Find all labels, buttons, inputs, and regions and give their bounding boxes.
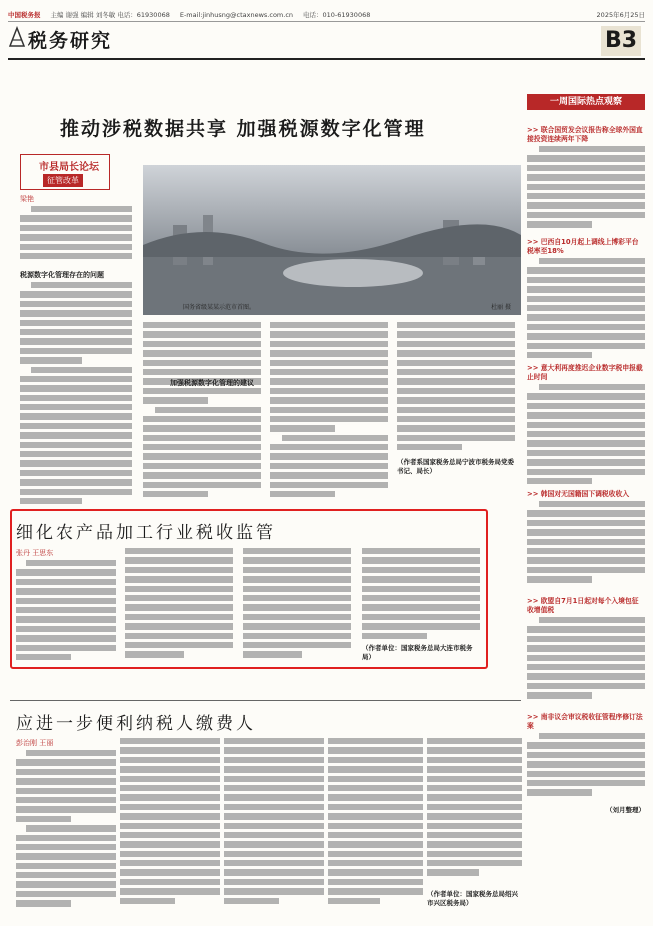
sidebar-credit: （刘月整理） bbox=[606, 806, 645, 814]
column-badge bbox=[20, 154, 110, 190]
article-author: 梁艳 bbox=[20, 195, 34, 203]
body-text bbox=[397, 322, 515, 454]
sidebar-item-title: >> 欧盟自7月1日起对每个入境包征收增值税 bbox=[527, 597, 639, 614]
box-col-3 bbox=[243, 548, 351, 664]
column-badge-sub: 征管改革 bbox=[43, 174, 83, 187]
photo-caption: 国务省级某某示范市首图。 bbox=[183, 304, 256, 311]
box-headline: 细化农产品加工行业税收监管 bbox=[16, 523, 276, 543]
box-col-4 bbox=[362, 548, 480, 662]
bottom-col-1 bbox=[16, 750, 116, 910]
body-text bbox=[16, 750, 116, 910]
body-text bbox=[427, 738, 522, 888]
photo-credit: 杜丽 摄 bbox=[491, 304, 511, 311]
box-col-1 bbox=[16, 560, 116, 664]
sidebar-item bbox=[527, 713, 645, 814]
body-text bbox=[527, 733, 645, 803]
bottom-headline: 应进一步便利纳税人缴费人 bbox=[16, 714, 256, 734]
bottom-col-4 bbox=[328, 738, 423, 910]
sidebar-item bbox=[527, 238, 645, 358]
box-source: （作者单位：国家税务总局大连市税务局） bbox=[362, 644, 473, 661]
column-badge-title: 市县局长论坛 bbox=[39, 162, 99, 173]
main-col-1 bbox=[20, 194, 132, 518]
box-col-2 bbox=[125, 548, 233, 664]
bottom-col-2 bbox=[120, 738, 220, 910]
article-photo bbox=[143, 165, 521, 315]
body-text bbox=[20, 282, 132, 518]
body-text bbox=[120, 738, 220, 910]
main-source: （作者系国家税务总局宁波市税务局党委书记、局长） bbox=[397, 458, 514, 475]
main-col-3 bbox=[270, 322, 388, 502]
body-text bbox=[224, 738, 324, 910]
body-text bbox=[243, 548, 351, 664]
body-text bbox=[527, 617, 645, 707]
body-text bbox=[527, 146, 645, 232]
sidebar-item-title: >> 联合国贸发会议报告称全球外国直接投资连续两年下降 bbox=[527, 126, 643, 143]
sidebar-item bbox=[527, 490, 645, 591]
body-text bbox=[143, 322, 261, 502]
body-text bbox=[20, 206, 132, 266]
bottom-rule bbox=[10, 700, 521, 701]
masthead-bar bbox=[8, 8, 645, 22]
body-text bbox=[527, 384, 645, 484]
sidebar-item bbox=[527, 597, 645, 707]
bottom-source: （作者单位：国家税务总局绍兴市兴区税务局） bbox=[427, 890, 518, 907]
sidebar-heading: 一周国际热点观察 bbox=[527, 94, 645, 110]
bottom-col-5 bbox=[427, 738, 522, 908]
body-text bbox=[270, 322, 388, 502]
editor-info: 主编 谢强 编辑 刘冬敏 电话：61930068 bbox=[50, 11, 170, 19]
sidebar-item-title: >> 巴西自10月起上调线上博彩平台税率至18% bbox=[527, 238, 639, 255]
box-author: 张丹 王思东 bbox=[16, 549, 54, 557]
sidebar-item bbox=[527, 126, 645, 232]
section-logo-icon bbox=[8, 26, 26, 48]
bottom-author: 彭治刚 王丽 bbox=[16, 739, 54, 747]
sidebar-item bbox=[527, 364, 645, 484]
body-text bbox=[527, 501, 645, 591]
sidebar bbox=[527, 94, 645, 920]
page-number: B3 bbox=[601, 26, 641, 56]
body-text bbox=[125, 548, 233, 664]
sidebar-item-title: >> 意大利再度推迟企业数字税申报截止时间 bbox=[527, 364, 643, 381]
main-headline: 推动涉税数据共享 加强税源数字化管理 bbox=[60, 118, 426, 140]
sidebar-item-title: >> 韩国对无国籍国下调税收收入 bbox=[527, 490, 630, 498]
section-title: 税务研究 bbox=[28, 30, 113, 52]
body-text bbox=[328, 738, 423, 910]
main-col-2 bbox=[143, 322, 261, 502]
body-text bbox=[362, 548, 480, 642]
main-col-4 bbox=[397, 322, 515, 476]
sidebar-item-title: >> 南非议会审议税收征管程序修订法案 bbox=[527, 713, 643, 730]
subhead-suggestions: 加强税源数字化管理的建议 bbox=[170, 379, 254, 387]
subhead-problems: 税源数字化管理存在的问题 bbox=[20, 271, 104, 279]
body-text bbox=[527, 258, 645, 358]
issue-date: 2025年6月25日 bbox=[596, 11, 645, 19]
header-rule bbox=[8, 58, 645, 60]
city-skyline-image bbox=[143, 165, 521, 315]
bottom-col-3 bbox=[224, 738, 324, 910]
body-text bbox=[16, 560, 116, 664]
email: E-mail:jinhusng@ctaxnews.com.cn bbox=[179, 10, 294, 19]
paper-name: 中国税务报 bbox=[8, 11, 41, 19]
phone: 电话：010-61930068 bbox=[303, 11, 371, 19]
